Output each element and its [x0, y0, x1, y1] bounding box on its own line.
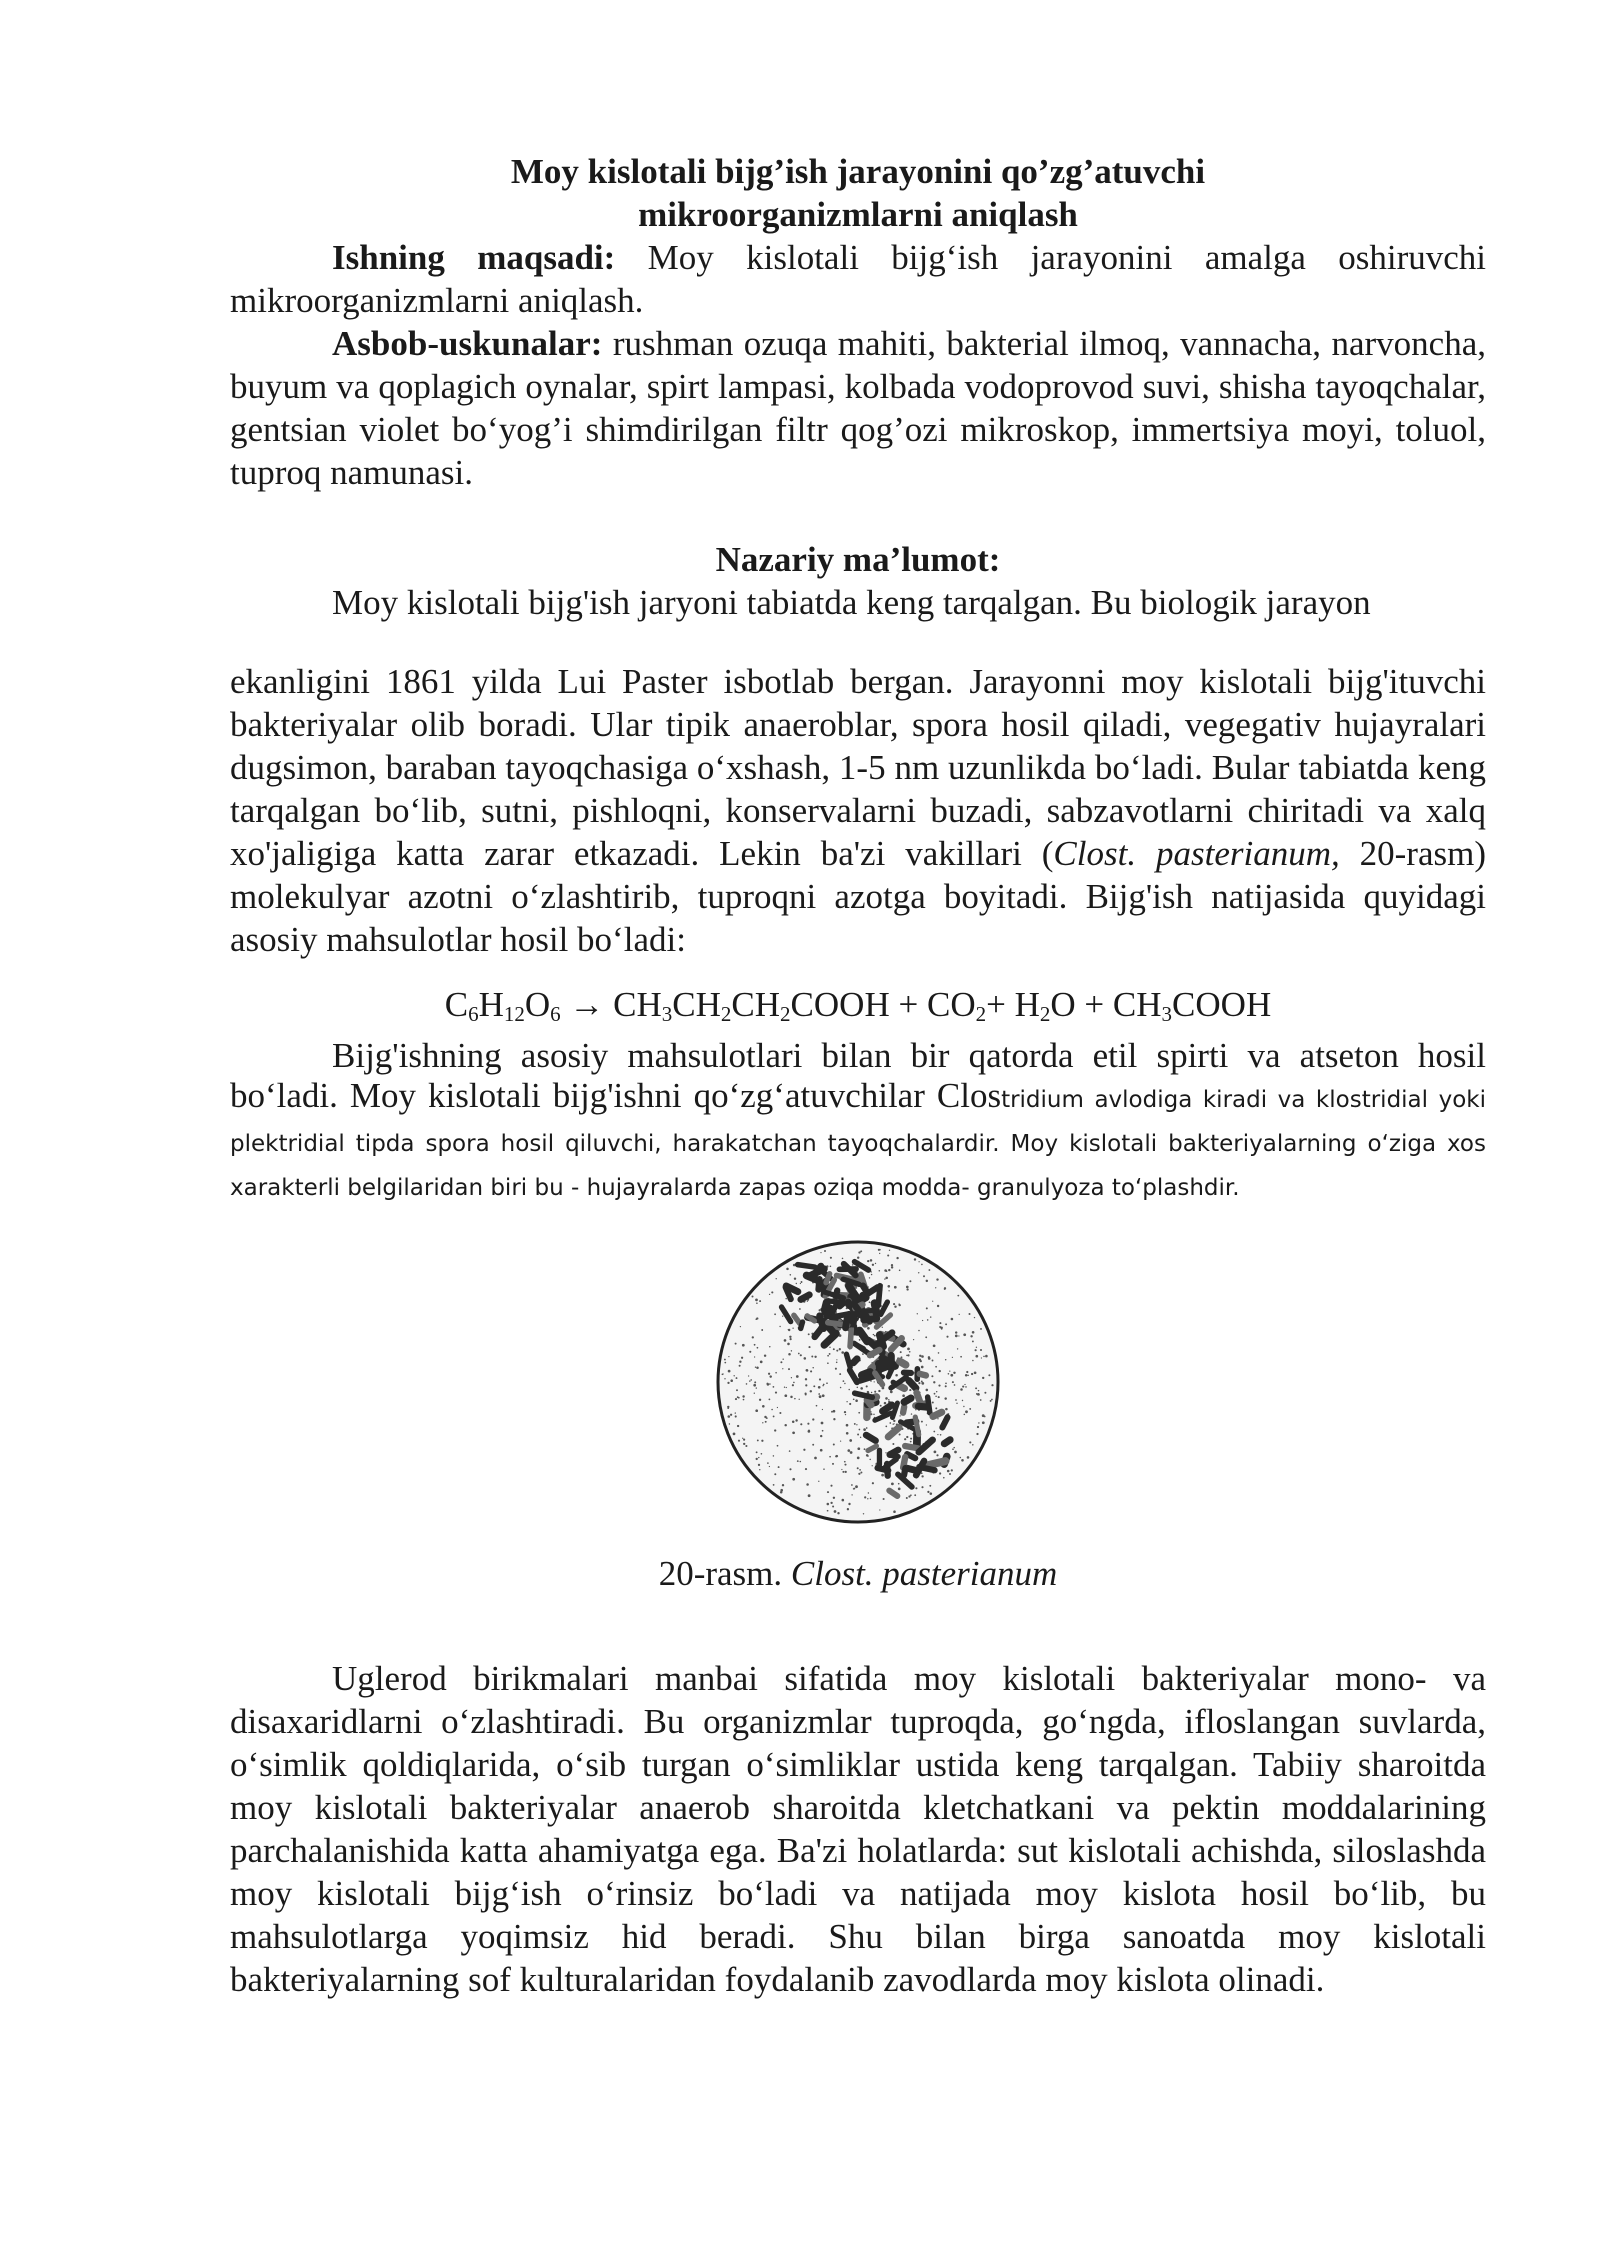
equipment-label: Asbob-uskunalar: [332, 324, 603, 363]
theory-heading: Nazariy ma’lumot: [715, 540, 1001, 579]
equipment-paragraph [230, 322, 1486, 494]
bacteria-micrograph-image [708, 1232, 1008, 1532]
theory-text-b: 20-rasm) molekulyar azotni o‘zlashtirib, tuproqni azotga boyitadi. Bijg'ish natijasida quyidagi asosiy mahsulotlar hosil bo‘ladi: [230, 834, 1486, 959]
theory-paragraph [230, 660, 1486, 961]
theory-first-line: Moy kislotali bijg'ish jaryoni tabiatda keng tarqalgan. Bu biologik jarayon [332, 583, 1371, 622]
goal-label: Ishning maqsadi: [332, 238, 616, 277]
products-paragraph [230, 1036, 1486, 1208]
theory-text-a: ekanligini 1861 yilda Lui Paster isbotlab bergan. Jarayonni moy kislotali bijg'ituvchi bakteriyalar olib boradi. Ular tipik anaeroblar, spora hosil qiladi, vegegativ hujayralari dugsimon, baraban tayoqchasiga o‘xshash, 1-5 nm uzunlikda bo‘ladi. Bular tabiatda keng tarqalgan bo‘lib, sutni, pishloqni, konservalarni buzadi, sabzavotlarni chiritadi va xalq xo'jaligiga katta zarar etkazadi. Lekin ba'zi vakillari ( [230, 662, 1486, 873]
fermentation-formula: $C_6H_{12}O_6$ → $CH_3CH_2CH_2COOH + CO_2+ H_2O$ + $CH_3COOH$ [444, 985, 1272, 1026]
products-sans-text: tridium avlodiga kiradi va klostridial yoki plektridial tipda spora hosil qiluvchi, harakatchan tayoqchalardir. Moy kislotali bakteriyalarning o‘ziga xos xarakterli belgilaridan biri bu - hujayralarda zapas oziqa modda- granulyoza to‘plashdir. [230, 1087, 1486, 1201]
title-line-2: mikroorganizmlarni aniqlash [638, 195, 1078, 234]
figure-caption [230, 1552, 1486, 1595]
goal-paragraph [230, 236, 1486, 322]
caption-prefix: 20-rasm. [658, 1554, 791, 1593]
carbon-paragraph: Uglerod birikmalari manbai sifatida moy kislotali bakteriyalar mono- va disaxaridlarni o‘zlashtiradi. Bu organizmlar tuproqda, go‘ngda, ifloslangan suvlarda, o‘simlik qoldiqlarida, o‘sib turgan o‘simliklar ustida keng tarqalgan. Tabiiy sharoitda moy kislotali bakteriyalar anaerob sharoitda kletchatkani va pektin moddalarining parchalanishida katta ahamiyatga ega. Ba'zi holatlarda: sut kislotali achishda, siloslashda moy kislotali bijg‘ish o‘rinsiz bo‘ladi va natijada moy kislota hosil bo‘lib, bu mahsulotlarga yoqimsiz hid beradi. Shu bilan birga sanoatda moy kislotali bakteriyalarning sof kulturalaridan foydalanib zavodlarda moy kislota olinadi. [230, 1659, 1486, 1999]
document-page [230, 150, 1486, 2001]
equipment-text: rushman ozuqa mahiti, bakterial ilmoq, vannacha, narvoncha, buyum va qoplagich oynalar, spirt lampasi, kolbada vodoprovod suvi, shisha tayoqchalar, gentsian violet bo‘yog’i shimdirilgan filtr qog’ozi mikroskop, immertsiya moyi, toluol, tuproq namunasi. [230, 324, 1486, 492]
products-serif-text: Bijg'ishning asosiy mahsulotlari bilan bir qatorda etil spirti va atseton hosil bo‘ladi. Moy kislotali bijg'ishni qo‘zg‘atuvchilar Clos [230, 1036, 1486, 1115]
caption-species: Clost. pasterianum [790, 1554, 1058, 1593]
reaction-arrow: → [560, 985, 614, 1024]
theory-species: Clost. pasterianum, [1053, 834, 1340, 873]
title-line-1: Moy kislotali bijg’ish jarayonini qo’zg’atuvchi [510, 152, 1206, 191]
goal-text: Moy kislotali bijg‘ish jarayonini amalga oshiruvchi mikroorganizmlarni aniqlash. [230, 238, 1486, 320]
microscope-figure [230, 1232, 1486, 1532]
